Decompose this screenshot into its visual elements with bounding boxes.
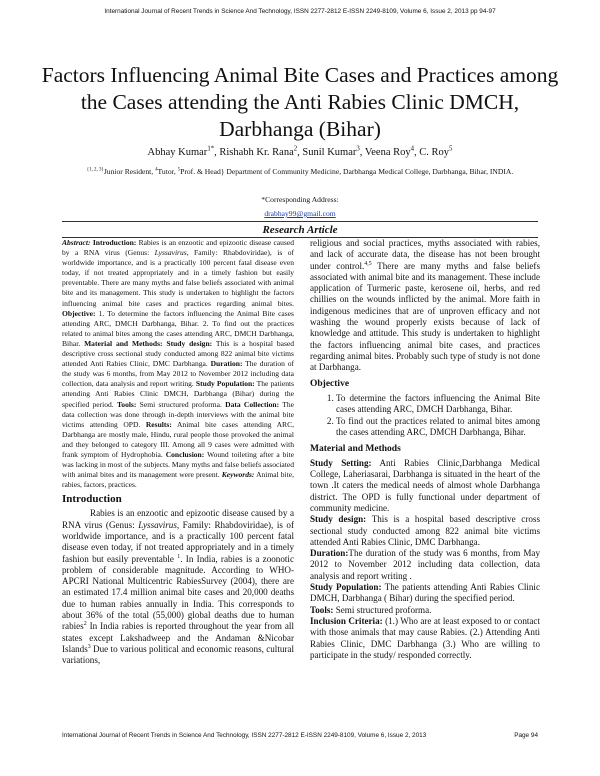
- study-population: [310, 582, 540, 605]
- journal-header: International Journal of Recent Trends in Science And Technology, ISSN 2277-2812 E-ISSN 2249-8109, Volume 6, Issue 2, 2013 pp 94-97: [104, 8, 496, 15]
- population-label: Study Population:: [310, 582, 382, 593]
- introduction-heading: Introduction: [62, 493, 122, 506]
- study-setting-text: Anti Rabies Clinic,Darbhanga Medical College, Laheriasarai, Darbhanga is situated in the heart of the town .It caters the medical needs of almost whole Darbhanga district. The OPD is fully functional under department of community medicine.: [310, 457, 540, 513]
- page-number: Page 94: [514, 732, 538, 739]
- research-article-label: Research Article: [262, 224, 338, 236]
- footer-journal: International Journal of Recent Trends in Science And Technology, ISSN 2277-2812 E-ISSN 2249-8109, Volume 6, Issue 2, 2013: [62, 732, 427, 739]
- inclusion-label: Inclusion Criteria:: [310, 615, 383, 626]
- author-list: Abhay Kumar$^{1*}$, Rishabh Kr. Rana$^2$, Sunil Kumar$^3$, Veena Roy$^4$, C. Roy$^5$: [147, 145, 453, 158]
- objective-list: [310, 393, 540, 439]
- corresponding-block: [200, 193, 400, 221]
- objective-item: 1. To determine the factors influencing the Animal Bite cases attending ARC, DMCH Darbhanga, Bihar.: [336, 393, 540, 416]
- introduction-text: Rabies is an enzootic and epizootic disease caused by a RNA virus (Genus: Lyssavirus, Family: Rhabdoviridae), is of worldwide importance, and is a practically 100 percent fatal disease even today, if not treated appropriately and in a timely fashion but easily preventable $^1$. In India, rabies is a zoonotic problem of considerable magnitude. According to WHO-APCRI National Multicentric RabiesSurvey (2004), there are an estimated 17.4 million animal bite cases and 20,000 deaths due to human rabies annually in India. This corresponds to about 36% of the total (55,000) global deaths due to human rabies$^2$ In India rabies is reported throughout the year from all states except Lakshadweep and the Andaman &Nicobar Islands$^3$ Due to various political and economic reasons, cultural variations,: [62, 508, 294, 666]
- study-design-label: Study design:: [310, 514, 367, 525]
- left-column: [62, 238, 294, 667]
- corresponding-label: *Corresponding Address:: [261, 195, 339, 204]
- methods-heading: Material and Methods: [310, 443, 401, 454]
- affiliation: $^{\{1, 2, 3\}}$Junior Resident, $^4$Tutor, $^5$Prof. & Head} Department of Community Medicine, Darbhanga Medical College, Darbhanga, Bihar, INDIA.: [86, 167, 514, 176]
- study-tools: [310, 605, 540, 616]
- tools-text: Semi structured proforma.: [333, 604, 432, 615]
- study-design-text: This is a hospital based descriptive cross sectional study conducted among 822 animal bite victims attended Anti Rabies Clinic, DMC Darbhanga.: [310, 514, 540, 547]
- right-column: [310, 238, 540, 661]
- introduction-continued: religious and social practices, myths associated with rabies, and lack of accurate data, the disease has not been brought under control.$^{4,5}$ There are many myths and false beliefs associated with animal bite and its management. These include application of Turmeric paste, kerosene oil, herbs, and red chillies on the wounds inflicted by the animal. More faith in indigenous medicines that are of unproven efficacy and not washing the wound properly exists because of lack of knowledge and attitude. This study is undertaken to highlight the factors influencing animal bite cases, and practices regarding animal bites. Probably such type of study is not done at Darbhanga.: [310, 238, 541, 373]
- corresponding-email[interactable]: drabhay99@gmail.com: [264, 209, 336, 218]
- population-text: The patients attending Anti Rabies Clinic DMCH, Darbhanga ( Bihar) during the specified period.: [310, 582, 540, 604]
- tools-label: Tools:: [310, 604, 334, 615]
- duration-text: The duration of the study was 6 months, from May 2012 to November 2012 including data collection, data analysis and report writing .: [310, 548, 540, 581]
- objective-heading: Objective: [310, 378, 350, 389]
- study-duration: [310, 548, 540, 582]
- study-setting-label: Study Setting:: [310, 457, 372, 468]
- paper-title: Factors Influencing Animal Bite Cases and Practices among the Cases attending the Anti Rabies Clinic DMCH, Darbhanga (Bihar): [41, 63, 559, 141]
- study-setting: [310, 458, 540, 514]
- inclusion-text: (1.) Who are at least exposed to or contact with those animals that may cause Rabies. (2.) Attending Anti Rabies Clinic, DMC Darbhanga (3.) Who are willing to participate in the study/ responded correctly.: [310, 615, 540, 660]
- abstract: Abstract: Introduction: Rabies is an enzootic and epizootic disease caused by a RNA virus (Genus: Lyssavirus, Family: Rhabdoviridae), is of worldwide importance, and is a practically 100 percent fatal disease even today, if not treated appropriately and in a timely fashion but easily preventable. There are many myths and false beliefs associated with animal bite and its management. This study is undertaken to highlight the factors influencing animal bite cases and practices regarding animal bites. Objective: 1. To determine the factors influencing the Animal Bite cases attending ARC, DMCH Darbhanga, Bihar. 2. To find out the practices related to animal bites among the cases attending ARC, DMCH Darbhanga, Bihar. Material and Methods: Study design: This is a hospital based descriptive cross sectional study conducted among 822 animal bite victims attended Anti Rabies Clinic, DMC Darbhanga. Duration: The duration of the study was 6 months, from May 2012 to November 2012 including data collection, data analysis and report writing. Study Population: The patients attending Anti Rabies Clinic DMCH, Darbhanga (Bihar) during the specified period. Tools: Semi structured proforma. Data Collection: The data collection was done through in-depth interviews with the animal bite victims attending OPD. Results: Animal bite cases attending ARC, Darbhanga are mostly male, Hindu, rural people those provoked the animal and they belonged to category III. Among all 9 cases were admitted with frank symptom of Hydrophobia. Conclusion: Wound toileting after a bite was lacking in most of the subjects. Many myths and false beliefs associated with animal bites and its management were present. Keywords: Animal bite, rabies, factors, practices.: [62, 238, 295, 490]
- inclusion-criteria: [310, 616, 540, 661]
- study-design: [310, 514, 540, 548]
- objective-item: 2. To find out the practices related to animal bites among the cases attending ARC, DMCH Darbhanga, Bihar.: [336, 416, 540, 439]
- divider-top: [62, 221, 538, 222]
- duration-label: Duration:: [310, 548, 349, 559]
